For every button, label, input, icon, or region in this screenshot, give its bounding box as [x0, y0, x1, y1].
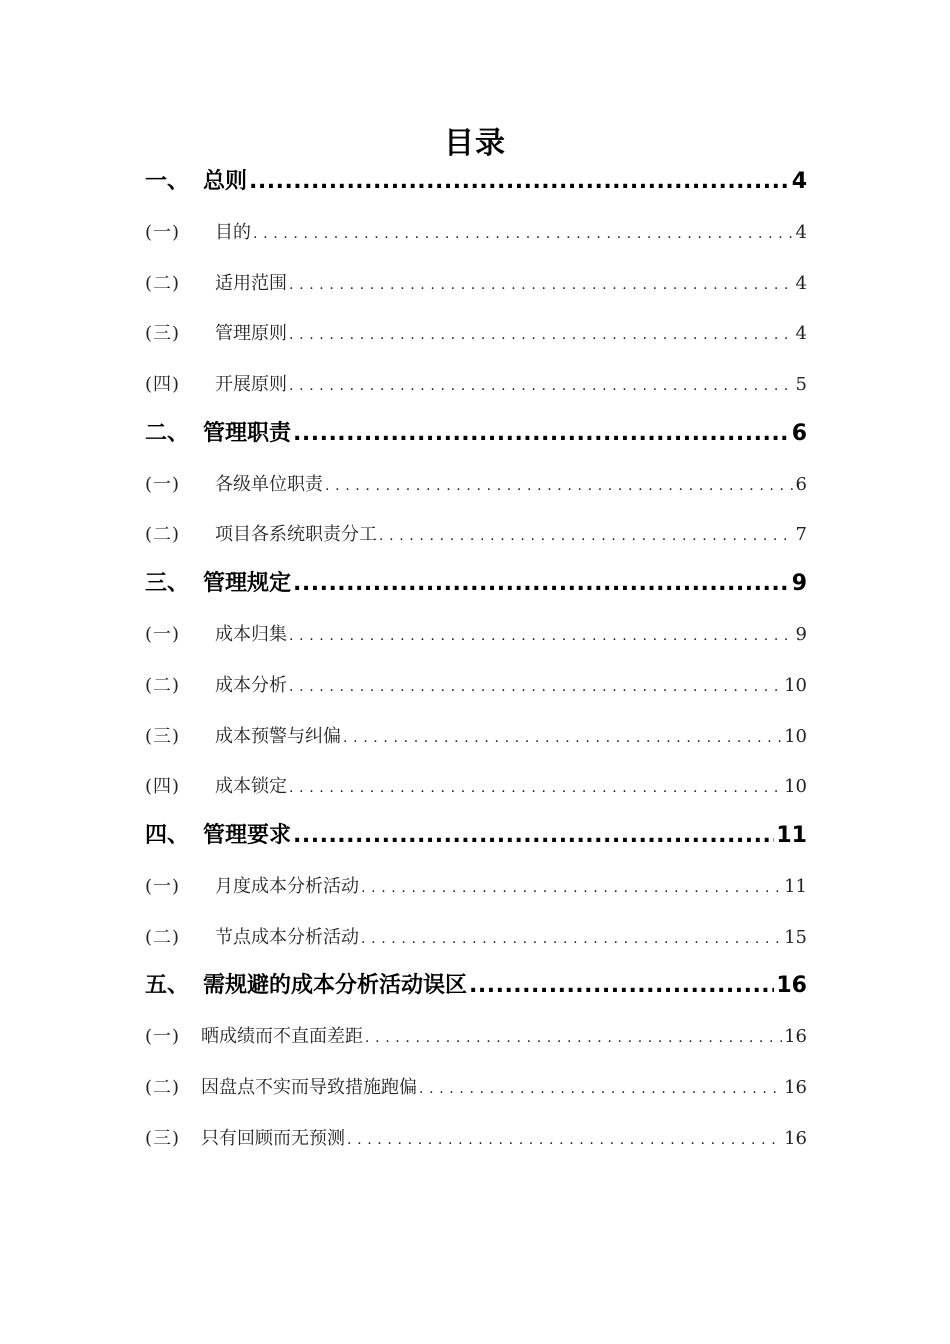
toc-item[interactable]	[145, 264, 807, 315]
section-page: 6	[792, 416, 807, 452]
item-number: (四)	[145, 767, 215, 807]
toc-item[interactable]	[145, 1017, 807, 1068]
toc-item[interactable]	[145, 717, 807, 768]
toc-section-4[interactable]	[145, 818, 807, 867]
toc-item[interactable]	[145, 1119, 807, 1170]
dot-leader	[249, 164, 790, 200]
toc-item[interactable]	[145, 867, 807, 918]
dot-leader	[289, 666, 782, 707]
item-title: 因盘点不实而导致措施跑偏	[201, 1068, 417, 1108]
dot-leader	[289, 264, 794, 305]
item-title: 成本预警与纠偏	[215, 717, 341, 757]
item-number: (一)	[145, 867, 215, 907]
item-number: (一)	[145, 615, 215, 655]
item-number: (三)	[145, 314, 215, 354]
section-number: 一、	[145, 164, 203, 200]
dot-leader	[289, 314, 794, 355]
item-title: 成本锁定	[215, 767, 287, 807]
item-number: (二)	[145, 918, 215, 958]
section-number: 五、	[145, 968, 203, 1004]
item-number: (四)	[145, 365, 215, 405]
item-title: 目的	[215, 213, 251, 253]
dot-leader	[289, 365, 794, 406]
toc-item[interactable]	[145, 1068, 807, 1119]
dot-leader	[361, 918, 782, 959]
item-number: (二)	[145, 1068, 201, 1108]
toc-section-1[interactable]	[145, 164, 807, 213]
dot-leader	[361, 867, 782, 908]
item-page: 16	[784, 1068, 807, 1108]
dot-leader	[289, 767, 782, 808]
section-page: 16	[776, 968, 807, 1004]
dot-leader	[293, 416, 790, 452]
item-title: 只有回顾而无预测	[201, 1119, 345, 1159]
toc-item[interactable]	[145, 666, 807, 717]
section-title: 管理要求	[203, 818, 291, 854]
dot-leader	[343, 717, 782, 758]
toc-item[interactable]	[145, 918, 807, 969]
item-number: (二)	[145, 264, 215, 304]
item-page: 9	[796, 615, 807, 655]
item-page: 6	[796, 465, 807, 505]
item-page: 16	[784, 1017, 807, 1057]
item-number: (一)	[145, 213, 215, 253]
item-page: 10	[784, 767, 807, 807]
section-title: 管理规定	[203, 566, 291, 602]
toc-item[interactable]	[145, 365, 807, 416]
dot-leader	[289, 615, 794, 656]
item-page: 15	[784, 918, 807, 958]
toc-item[interactable]	[145, 767, 807, 818]
toc-title: 目录	[444, 126, 506, 161]
toc-section-5[interactable]	[145, 968, 807, 1017]
dot-leader	[253, 213, 794, 254]
toc-item[interactable]	[145, 515, 807, 566]
item-title: 管理原则	[215, 314, 287, 354]
section-page: 4	[792, 164, 807, 200]
dot-leader	[419, 1068, 782, 1109]
toc-section-3[interactable]	[145, 566, 807, 615]
toc-item[interactable]	[145, 615, 807, 666]
item-number: (一)	[145, 465, 215, 505]
item-page: 5	[796, 365, 807, 405]
dot-leader	[293, 566, 790, 602]
item-page: 4	[796, 314, 807, 354]
dot-leader	[365, 1017, 782, 1058]
item-number: (二)	[145, 515, 215, 555]
item-title: 开展原则	[215, 365, 287, 405]
dot-leader	[469, 968, 774, 1004]
item-page: 4	[796, 213, 807, 253]
item-number: (二)	[145, 666, 215, 706]
item-page: 11	[784, 867, 807, 907]
item-title: 项目各系统职责分工	[215, 515, 377, 555]
section-title: 管理职责	[203, 416, 291, 452]
item-title: 适用范围	[215, 264, 287, 304]
section-title: 需规避的成本分析活动误区	[203, 968, 467, 1004]
section-number: 二、	[145, 416, 203, 452]
item-title: 晒成绩而不直面差距	[201, 1017, 363, 1057]
item-title: 月度成本分析活动	[215, 867, 359, 907]
dot-leader	[293, 818, 774, 854]
item-page: 16	[784, 1119, 807, 1159]
section-page: 11	[776, 818, 807, 854]
toc-item[interactable]	[145, 314, 807, 365]
item-page: 4	[796, 264, 807, 304]
dot-leader	[347, 1119, 782, 1160]
table-of-contents	[145, 164, 807, 1169]
item-number: (三)	[145, 1119, 201, 1159]
item-title: 成本归集	[215, 615, 287, 655]
toc-item[interactable]	[145, 465, 807, 516]
section-page: 9	[792, 566, 807, 602]
section-number: 三、	[145, 566, 203, 602]
item-title: 成本分析	[215, 666, 287, 706]
item-page: 7	[796, 515, 807, 555]
toc-item[interactable]	[145, 213, 807, 264]
item-page: 10	[784, 717, 807, 757]
section-title: 总则	[203, 164, 247, 200]
item-page: 10	[784, 666, 807, 706]
item-title: 节点成本分析活动	[215, 918, 359, 958]
item-number: (一)	[145, 1017, 201, 1057]
toc-section-2[interactable]	[145, 416, 807, 465]
item-title: 各级单位职责	[215, 465, 323, 505]
item-number: (三)	[145, 717, 215, 757]
section-number: 四、	[145, 818, 203, 854]
dot-leader	[325, 465, 794, 506]
dot-leader	[379, 515, 794, 556]
